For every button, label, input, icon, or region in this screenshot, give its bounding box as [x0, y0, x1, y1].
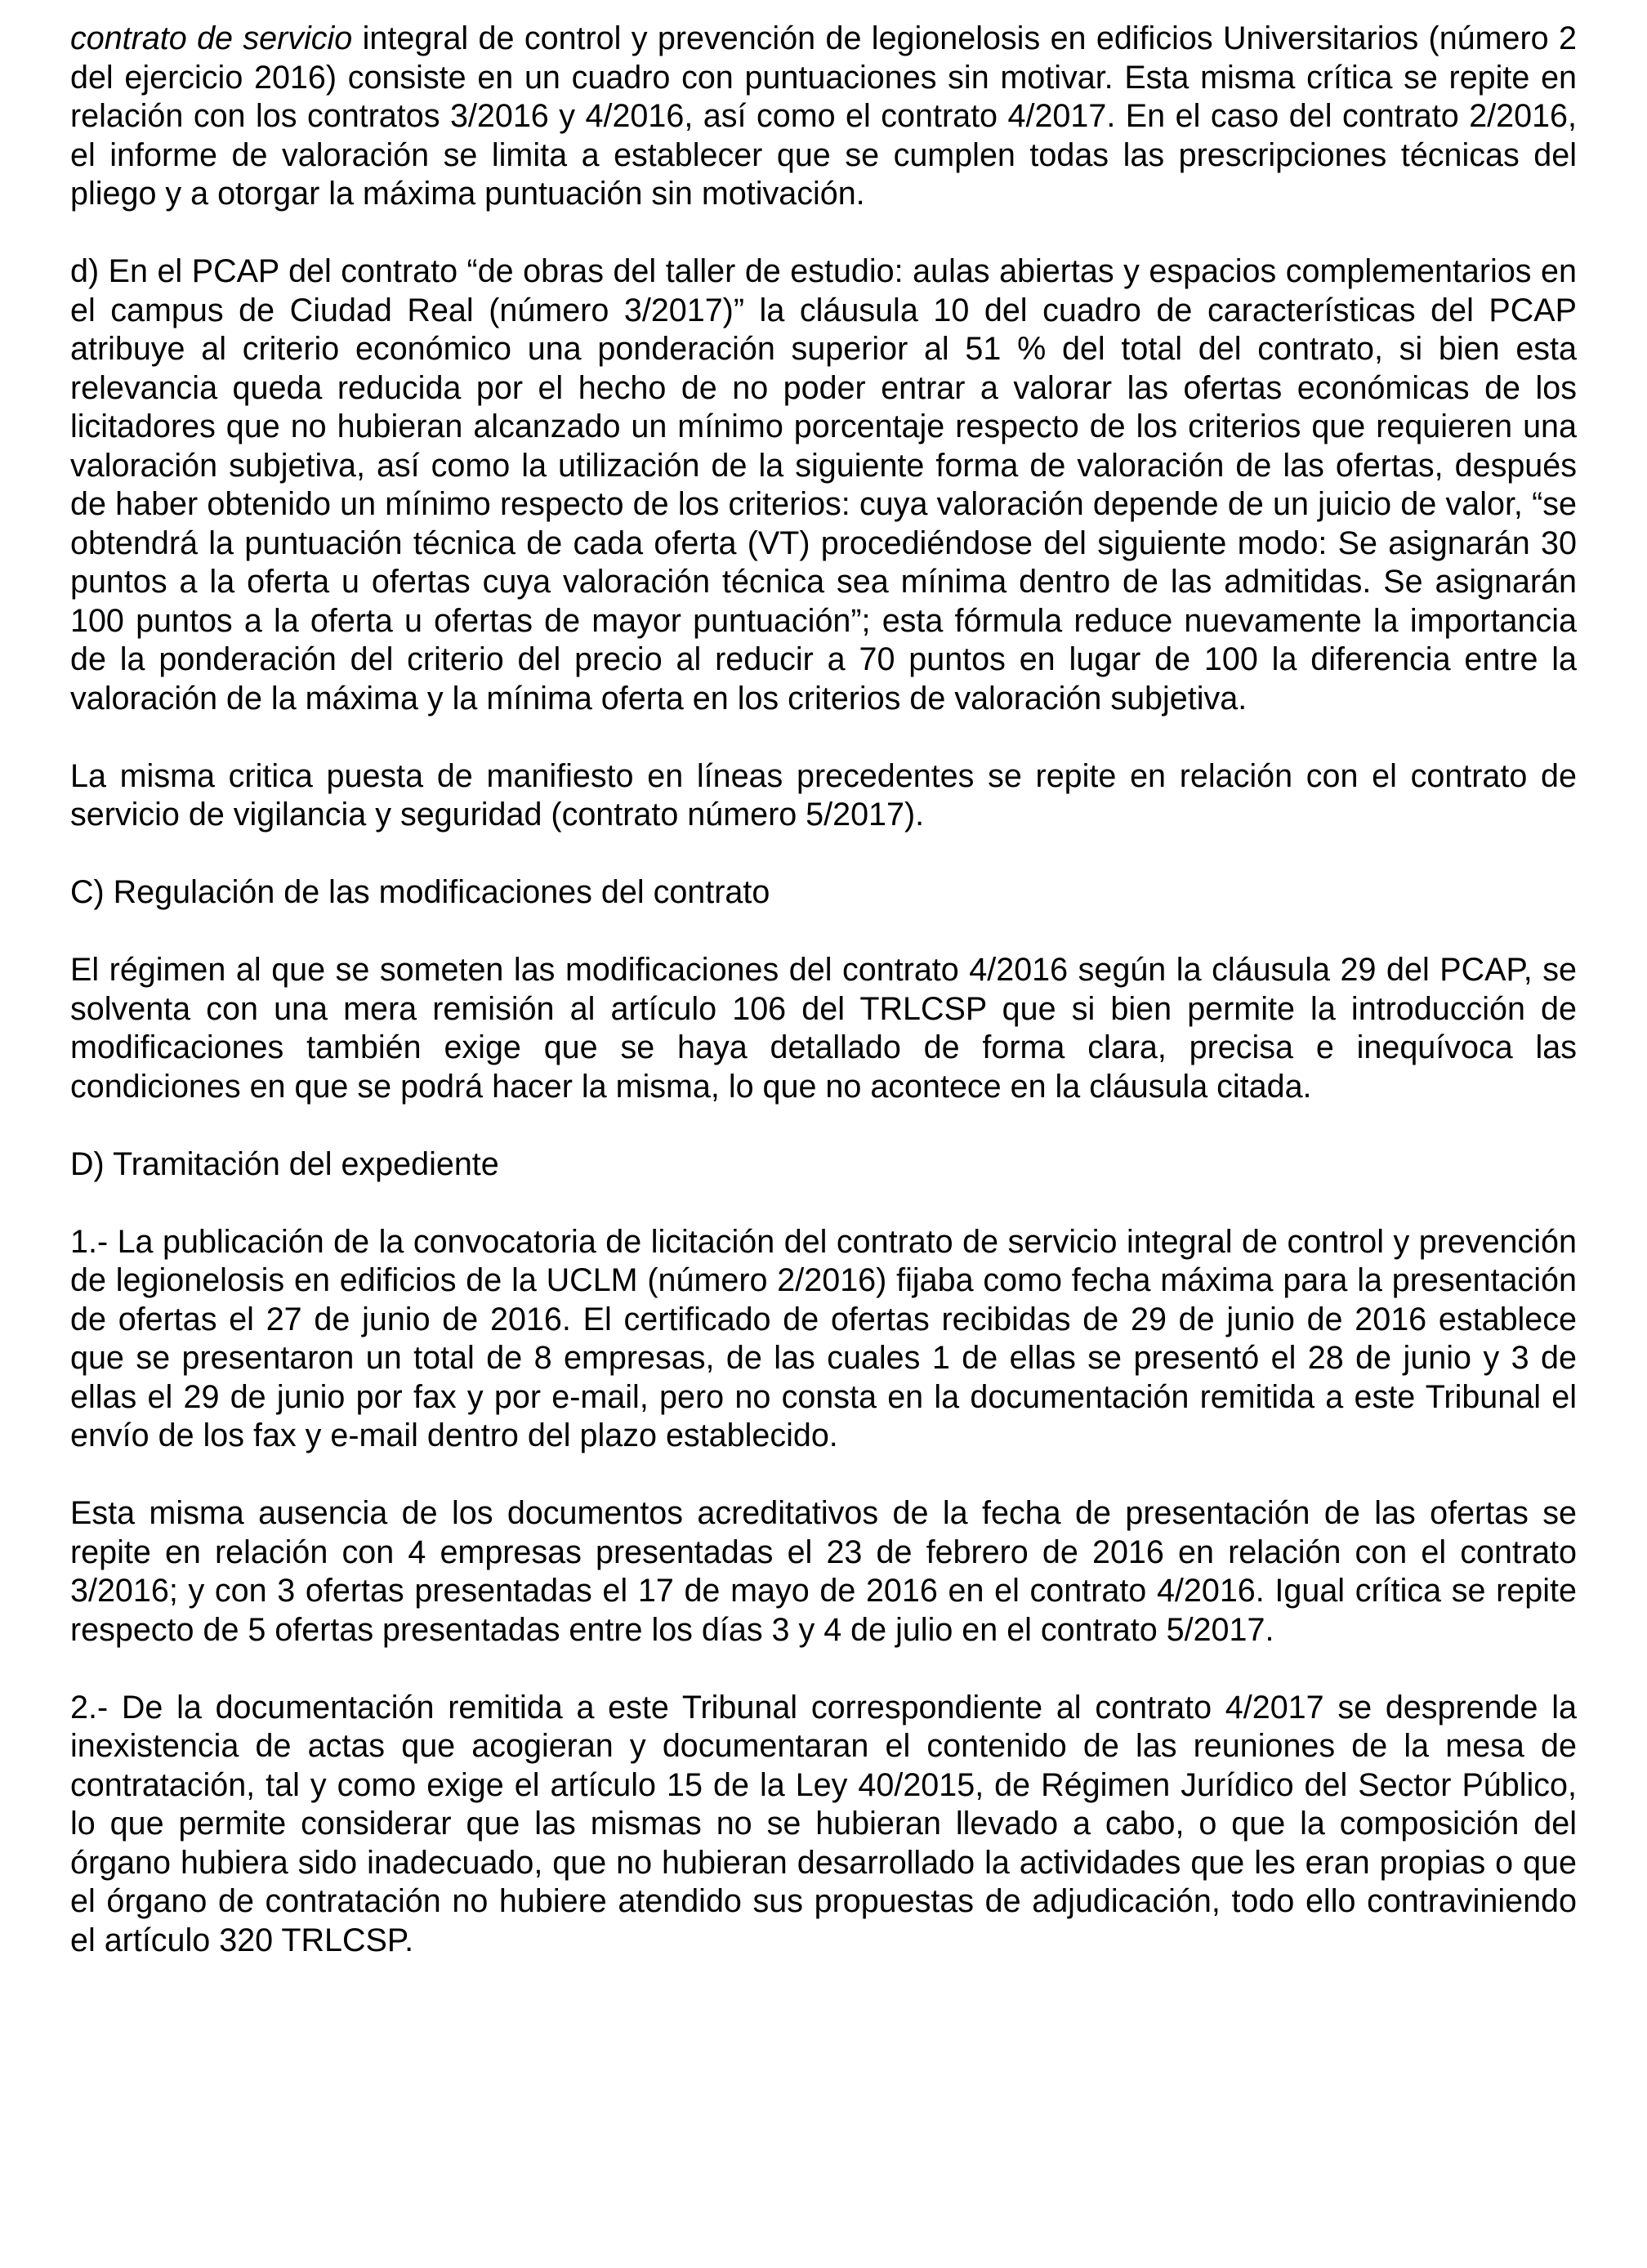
section-heading-c — [70, 873, 1577, 913]
paragraph-legionelosis-valoracion — [70, 20, 1577, 214]
paragraph-regimen-modificaciones — [70, 951, 1577, 1106]
italic-lead-text: contrato de servicio — [70, 20, 353, 56]
document-page — [70, 20, 1577, 1999]
paragraph-text: d) En el PCAP del contrato “de obras del taller de estudio: aulas abiertas y espacios complementarios en el campus de Ciudad Real (número 3/2017)” la cláusula 10 del cuadro de características del PCAP atribuye al criterio económico una ponderación superior al 51 % del total del contrato, si bien esta relevancia queda reducida por el hecho de no poder entrar a valorar las ofertas económicas de los licitadores que no hubieran alcanzado un mínimo porcentaje respecto de los criterios que requieren una valoración subjetiva, así como la utilización de la siguiente forma de valoración de las ofertas, después de haber obtenido un mínimo respecto de los criterios: cuya valoración depende de un juicio de valor, “se obtendrá la puntuación técnica de cada oferta (VT) procediéndose del siguiente modo: Se asignarán 30 puntos a la oferta u ofertas cuya valoración técnica sea mínima dentro de las admitidas. Se asignarán 100 puntos a la oferta u ofertas de mayor puntuación”; esta fórmula reduce nuevamente la importancia de la ponderación del criterio del precio al reducir a 70 puntos en lugar de 100 la diferencia entre la valoración de la máxima y la mínima oferta en los criterios de valoración subjetiva. — [70, 253, 1577, 717]
paragraph-2-actas-mesa — [70, 1689, 1577, 1961]
heading-text: C) Regulación de las modificaciones del contrato — [70, 874, 770, 910]
paragraph-vigilancia-seguridad — [70, 757, 1577, 835]
paragraph-d-pcap-obras — [70, 252, 1577, 718]
paragraph-ausencia-documentos — [70, 1494, 1577, 1650]
paragraph-text: 2.- De la documentación remitida a este Tribunal correspondiente al contrato 4/2017 se desprende la inexistencia de actas que acogieran y documentaran el contenido de las reuniones de la mesa de contratación, tal y como exige el artículo 15 de la Ley 40/2015, de Régimen Jurídico del Sector Público, lo que permite considerar que las mismas no se hubieran llevado a cabo, o que la composición del órgano hubiera sido inadecuado, que no hubieran desarrollado la actividades que les eran propias o que el órgano de contratación no hubiere atendido sus propuestas de adjudicación, todo ello contraviniendo el artículo 320 TRLCSP. — [70, 1689, 1577, 1958]
paragraph-text: integral de control y prevención de legionelosis en edificios Universitarios (número 2 del ejercicio 2016) consiste en un cuadro con puntuaciones sin motivar. Esta misma crítica se repite en relación con los contratos 3/2016 y 4/2016, así como el contrato 4/2017. En el caso del contrato 2/2016, el informe de valoración se limita a establecer que se cumplen todas las prescripciones técnicas del pliego y a otorgar la máxima puntuación sin motivación. — [70, 20, 1577, 212]
paragraph-text: Esta misma ausencia de los documentos acreditativos de la fecha de presentación de las ofertas se repite en relación con 4 empresas presentadas el 23 de febrero de 2016 en relación con el contrato 3/2016; y con 3 ofertas presentadas el 17 de mayo de 2016 en el contrato 4/2016. Igual crítica se repite respecto de 5 ofertas presentadas entre los días 3 y 4 de julio en el contrato 5/2017. — [70, 1495, 1577, 1648]
paragraph-text: El régimen al que se someten las modificaciones del contrato 4/2016 según la cláusula 29 del PCAP, se solventa con una mera remisión al artículo 106 del TRLCSP que si bien permite la introducción de modificaciones también exige que se haya detallado de forma clara, precisa e inequívoca las condiciones en que se podrá hacer la misma, lo que no acontece en la cláusula citada. — [70, 952, 1577, 1105]
paragraph-text: La misma critica puesta de manifiesto en líneas precedentes se repite en relación con el contrato de servicio de vigilancia y seguridad (contrato número 5/2017). — [70, 757, 1577, 833]
section-heading-d — [70, 1145, 1577, 1185]
heading-text: D) Tramitación del expediente — [70, 1145, 499, 1182]
paragraph-1-publicacion-convocatoria — [70, 1223, 1577, 1456]
paragraph-text: 1.- La publicación de la convocatoria de licitación del contrato de servicio integral de control y prevención de legionelosis en edificios de la UCLM (número 2/2016) fijaba como fecha máxima para la presentación de ofertas el 27 de junio de 2016. El certificado de ofertas recibidas de 29 de junio de 2016 establece que se presentaron un total de 8 empresas, de las cuales 1 de ellas se presentó el 28 de junio y 3 de ellas el 29 de junio por fax y por e-mail, pero no consta en la documentación remitida a este Tribunal el envío de los fax y e-mail dentro del plazo establecido. — [70, 1223, 1577, 1453]
